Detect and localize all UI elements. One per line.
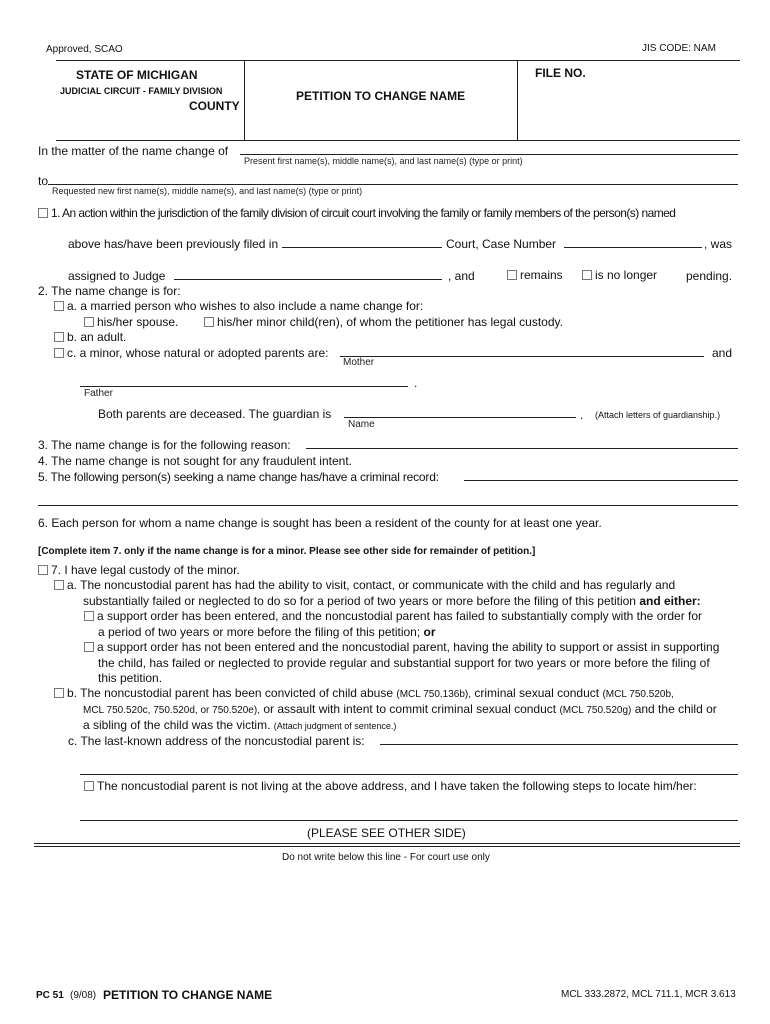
footer-title: PETITION TO CHANGE NAME — [103, 988, 273, 1002]
requested-name-hint: Requested new first name(s), middle name(s), and last name(s) (type or print) — [52, 186, 363, 196]
father-field[interactable] — [80, 386, 408, 387]
steps-field[interactable] — [80, 820, 738, 821]
approved-label: Approved, SCAO — [46, 44, 123, 55]
item7a-sub2-line2: the child, has failed or neglected to provide regular and substantial support for two years or more before the filing of — [98, 656, 710, 670]
father-period: . — [414, 376, 418, 390]
and-label: , and — [448, 269, 475, 283]
county-label: COUNTY — [189, 99, 240, 113]
no-longer-option[interactable]: is no longer — [582, 268, 657, 282]
item1-filed-label: above has/have been previously filed in — [68, 237, 279, 251]
see-other-side: (PLEASE SEE OTHER SIDE) — [307, 826, 466, 840]
attach-guardian-note: (Attach letters of guardianship.) — [595, 410, 721, 420]
item7a-sub1-line2: a period of two years or more before the filing of this petition; or — [98, 625, 436, 639]
item7a-line1: a. The noncustodial parent has had the ability to visit, contact, or communicate with the child and has regularly and — [54, 578, 675, 592]
remains-checkbox[interactable] — [507, 270, 517, 280]
guardian-name-hint: Name — [348, 419, 375, 430]
circuit-label: JUDICIAL CIRCUIT - FAMILY DIVISION — [60, 86, 223, 96]
and-mother-label: and — [712, 346, 733, 360]
item1-text: 1. An action within the jurisdiction of the family division of circuit court involving the family or family members of the person(s) named — [38, 206, 675, 220]
complete-note: [Complete item 7. only if the name change is for a minor. Please see other side for remainder of petition.] — [38, 546, 536, 557]
filed-court-field[interactable] — [282, 247, 442, 248]
reason-field[interactable] — [306, 448, 738, 449]
footer-mcl: MCL 333.2872, MCL 711.1, MCR 3.613 — [561, 989, 736, 1000]
jis-code: JIS CODE: NAM — [642, 43, 716, 54]
minor-children-option[interactable]: his/her minor child(ren), of whom the petitioner has legal custody. — [204, 315, 563, 329]
item2c: c. a minor, whose natural or adopted parents are: — [54, 346, 329, 360]
state-name: STATE OF MICHIGAN — [76, 68, 198, 82]
judge-field[interactable] — [174, 279, 442, 280]
address-field[interactable] — [380, 744, 738, 745]
item7b-line3: a sibling of the child was the victim. (Attach judgment of sentence.) — [83, 718, 397, 732]
sub1-checkbox[interactable] — [84, 611, 94, 621]
item7-checkbox[interactable] — [38, 565, 48, 575]
item4: 4. The name change is not sought for any fraudulent intent. — [38, 454, 352, 468]
header-bottom-rule — [56, 140, 740, 141]
court-divider-1 — [34, 843, 740, 844]
form-number: PC 51 — [36, 990, 64, 1001]
item3: 3. The name change is for the following reason: — [38, 438, 291, 452]
item7b-checkbox[interactable] — [54, 688, 64, 698]
item7a-sub2-line3: this petition. — [98, 671, 163, 685]
sub2-checkbox[interactable] — [84, 642, 94, 652]
pending-label: pending. — [686, 269, 733, 283]
item2a-checkbox[interactable] — [54, 301, 64, 311]
spouse-checkbox[interactable] — [84, 317, 94, 327]
father-hint: Father — [84, 388, 113, 399]
court-use-note: Do not write below this line - For court use only — [282, 852, 490, 863]
file-no-label: FILE NO. — [535, 66, 586, 80]
guardian-field[interactable] — [344, 417, 576, 418]
item2b: b. an adult. — [54, 330, 126, 344]
header-divider-left — [244, 60, 245, 140]
item7c: c. The last-known address of the noncustodial parent is: — [68, 734, 365, 748]
item1-checkbox[interactable] — [38, 208, 48, 218]
present-name-hint: Present first name(s), middle name(s), and last name(s) (type or print) — [244, 156, 523, 166]
guardian-period: . — [580, 408, 584, 422]
item7b-line1: b. The noncustodial parent has been convicted of child abuse (MCL 750.136b), criminal sexual conduct (MCL 750.520b, — [54, 686, 674, 700]
present-name-field[interactable] — [240, 154, 738, 155]
address-field-2[interactable] — [80, 774, 738, 775]
matter-intro: In the matter of the name change of — [38, 144, 229, 158]
criminal-record-field[interactable] — [464, 480, 738, 481]
criminal-record-field-2[interactable] — [38, 505, 738, 506]
item7b-line2: MCL 750.520c, 750.520d, or 750.520e), or assault with intent to commit criminal sexual conduct (MCL 750.520g) and the child or — [83, 702, 717, 716]
item7-heading: 7. I have legal custody of the minor. — [38, 563, 240, 577]
item2-heading: 2. The name change is for: — [38, 284, 181, 298]
item7a-line2: substantially failed or neglected to do so for a period of two years or more before the filing of this petition and either: — [83, 594, 701, 608]
item7a-checkbox[interactable] — [54, 580, 64, 590]
judge-label: assigned to Judge — [68, 269, 166, 283]
not-living-checkbox[interactable] — [84, 781, 94, 791]
deceased-label: Both parents are deceased. The guardian is — [98, 407, 332, 421]
to-label: to — [38, 174, 49, 188]
item7a-sub2-line1: a support order has not been entered and the noncustodial parent, having the ability to support or assist in supporting — [84, 640, 719, 654]
requested-name-field[interactable] — [48, 184, 738, 185]
court-divider-2 — [34, 846, 740, 847]
no-longer-checkbox[interactable] — [582, 270, 592, 280]
header-divider-right — [517, 60, 518, 140]
item2b-checkbox[interactable] — [54, 332, 64, 342]
form-title: PETITION TO CHANGE NAME — [296, 89, 466, 103]
item6: 6. Each person for whom a name change is sought has been a resident of the county for at least one year. — [38, 516, 602, 530]
not-living-line: The noncustodial parent is not living at the above address, and I have taken the following steps to locate him/her: — [84, 779, 697, 793]
header-top-rule — [56, 60, 740, 61]
was-label: , was — [704, 237, 733, 251]
remains-option[interactable]: remains — [507, 268, 563, 282]
form-date: (9/08) — [70, 990, 97, 1001]
item2a: a. a married person who wishes to also include a name change for: — [54, 299, 423, 313]
minor-children-checkbox[interactable] — [204, 317, 214, 327]
case-number-field[interactable] — [564, 247, 702, 248]
mother-field[interactable] — [340, 356, 704, 357]
spouse-option[interactable]: his/her spouse. — [84, 315, 178, 329]
item7a-sub1-line1: a support order has been entered, and the noncustodial parent has failed to substantially comply with the order for — [84, 609, 702, 623]
case-number-label: Court, Case Number — [446, 237, 557, 251]
item2c-checkbox[interactable] — [54, 348, 64, 358]
item5: 5. The following person(s) seeking a name change has/have a criminal record: — [38, 470, 439, 484]
mother-hint: Mother — [343, 357, 375, 368]
